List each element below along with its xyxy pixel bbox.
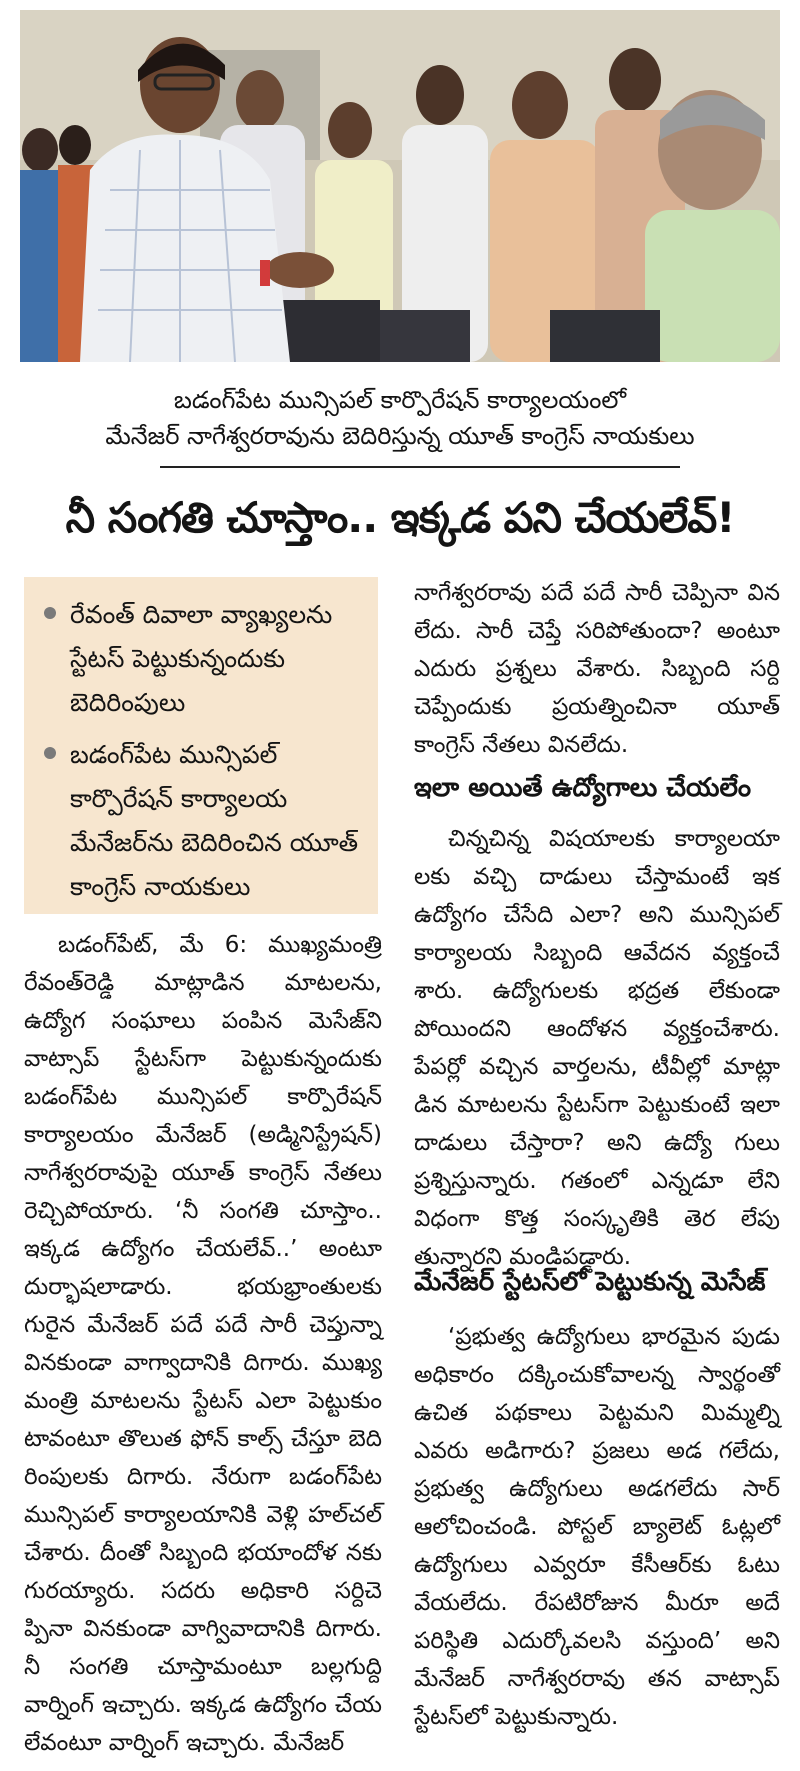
headline: నీ సంగతి చూస్తాం.. ఇక్కడ పని చేయలేవ్‌! [65, 493, 735, 542]
subheading-2: మేనేజర్‌ స్టేటస్‌లో పెట్టుకున్న మెసేజ్‌ [414, 1267, 766, 1297]
news-photo-illustration [20, 10, 780, 362]
article-body-right-2 [414, 820, 780, 1276]
right-paragraph-2: చిన్నచిన్న విషయాలకు కార్యాలయా లకు వచ్చి దాడులు చేస్తామంటే ఇక ఉద్యోగం చేసేది ఎలా? అని మున్సిపల్‌ కార్యాలయ సిబ్బంది ఆవేదన వ్యక్తంచే శారు. ఉద్యోగులకు భద్రత లేకుండా పోయిందని ఆందోళన వ్యక్తంచేశారు. పేపర్లో వచ్చిన వార్తలను, టీవీల్లో మాట్లా డిన మాటలను స్టేటస్‌గా పెట్టుకుంటే ఇలా దాడులు చేస్తారా? అని ఉద్యో గులు ప్రశ్నిస్తున్నారు. గతంలో ఎన్నడూ లేని విధంగా కొత్త సంస్కృతికి తెర లేపు తున్నారని మండిపడ్డారు. [414, 826, 780, 1270]
bullet-icon [44, 747, 56, 759]
photo-caption [40, 382, 760, 454]
article-body-left [24, 926, 382, 1762]
article-body-right-1 [414, 574, 780, 764]
news-photo [20, 10, 780, 362]
highlight-item [44, 733, 364, 909]
highlight-text: బడంగ్‌పేట మున్సిపల్‌ కార్పొరేషన్‌ కార్యాలయ మేనేజర్‌ను బెదిరించిన యూత్‌ కాంగ్రెస్‌ నాయకులు [70, 740, 359, 901]
highlight-item [44, 593, 364, 725]
caption-line-1: బడంగ్‌పేట మున్సిపల్‌ కార్పొరేషన్‌ కార్యాలయంలో [173, 386, 627, 414]
caption-line-2: మేనేజర్‌ నాగేశ్వరరావును బెదిరిస్తున్న యూత్‌ కాంగ్రెస్‌ నాయకులు [105, 422, 695, 450]
highlights-list [44, 593, 364, 909]
bullet-icon [44, 607, 56, 619]
article-body-right-3 [414, 1318, 780, 1736]
right-paragraph-3: ‘ప్రభుత్వ ఉద్యోగులు భారమైన పుడు అధికారం దక్కించుకోవాలన్న స్వార్థంతో ఉచిత పథకాలు పెట్టమని మిమ్మల్ని ఎవరు అడిగారు? ప్రజలు అడ గలేదు, ప్రభుత్వ ఉద్యోగులు అడగలేదు సార్‌ ఆలోచించండి. పోస్టల్‌ బ్యాలెట్‌ ఓట్లలో ఉద్యోగులు ఎవ్వరూ కేసీఆర్‌కు ఓటు వేయలేదు. రేపటిరోజున మీరూ అదే పరిస్థితి ఎదుర్కోవలసి వస్తుంది’ అని మేనేజర్‌ నాగేశ్వరరావు తన వాట్సాప్‌ స్టేటస్‌లో పెట్టుకున్నారు. [414, 1324, 780, 1730]
subheading-1: ఇలా అయితే ఉద్యోగాలు చేయలేం [414, 773, 752, 803]
highlight-text: రేవంత్‌ దివాలా వ్యాఖ్యలను స్టేటస్‌ పెట్టుకున్నందుకు బెదిరింపులు [70, 600, 333, 717]
right-paragraph-1: నాగేశ్వరరావు పదే పదే సారీ చెప్పినా విన లేదు. సారీ చెప్తే సరిపోతుందా? అంటూ ఎదురు ప్రశ్నలు వేశారు. సిబ్బంది సర్ది చెప్పేందుకు ప్రయత్నించినా యూత్‌ కాంగ్రెస్‌ నేతలు వినలేదు. [414, 580, 780, 758]
caption-divider [160, 466, 680, 468]
left-paragraph: బడంగ్‌పేట్‌, మే 6: ముఖ్యమంత్రి రేవంత్‌రెడ్డి మాట్లాడిన మాటలను, ఉద్యోగ సంఘాలు పంపిన మెసేజ్‌ని వాట్సాప్‌ స్టేటస్‌గా పెట్టుకున్నందుకు బడంగ్‌పేట మున్సిపల్‌ కార్పొరేషన్‌ కార్యాలయం మేనేజర్‌ (అడ్మినిస్ట్రేషన్‌) నాగేశ్వరరావుపై యూత్‌ కాంగ్రెస్‌ నేతలు రెచ్చిపోయారు. ‘నీ సంగతి చూస్తాం.. ఇక్కడ ఉద్యోగం చేయలేవ్‌..’ అంటూ దుర్భాషలాడారు. భయభ్రాంతులకు గురైన మేనేజర్‌ పదే పదే సారీ చెప్తున్నా వినకుండా వాగ్వాదానికి దిగారు. ముఖ్య మంత్రి మాటలను స్టేటస్‌ ఎలా పెట్టుకుం టావంటూ తొలుత ఫోన్‌ కాల్స్‌ చేస్తూ బెది రింపులకు దిగారు. నేరుగా బడంగ్‌పేట మున్సిపల్‌ కార్యాలయానికి వెళ్లి హల్‌చల్‌ చేశారు. దీంతో సిబ్బంది భయాందోళ నకు గురయ్యారు. సదరు అధికారి సర్దిచె ప్పినా వినకుండా వాగ్వివాదానికి దిగారు. నీ సంగతి చూస్తామంటూ బల్లగుద్ది వార్నింగ్‌ ఇచ్చారు. ఇక్కడ ఉద్యోగం చేయ లేవంటూ వార్నింగ్‌ ఇచ్చారు. మేనేజర్‌ [24, 932, 382, 1756]
highlights-box [24, 577, 378, 914]
